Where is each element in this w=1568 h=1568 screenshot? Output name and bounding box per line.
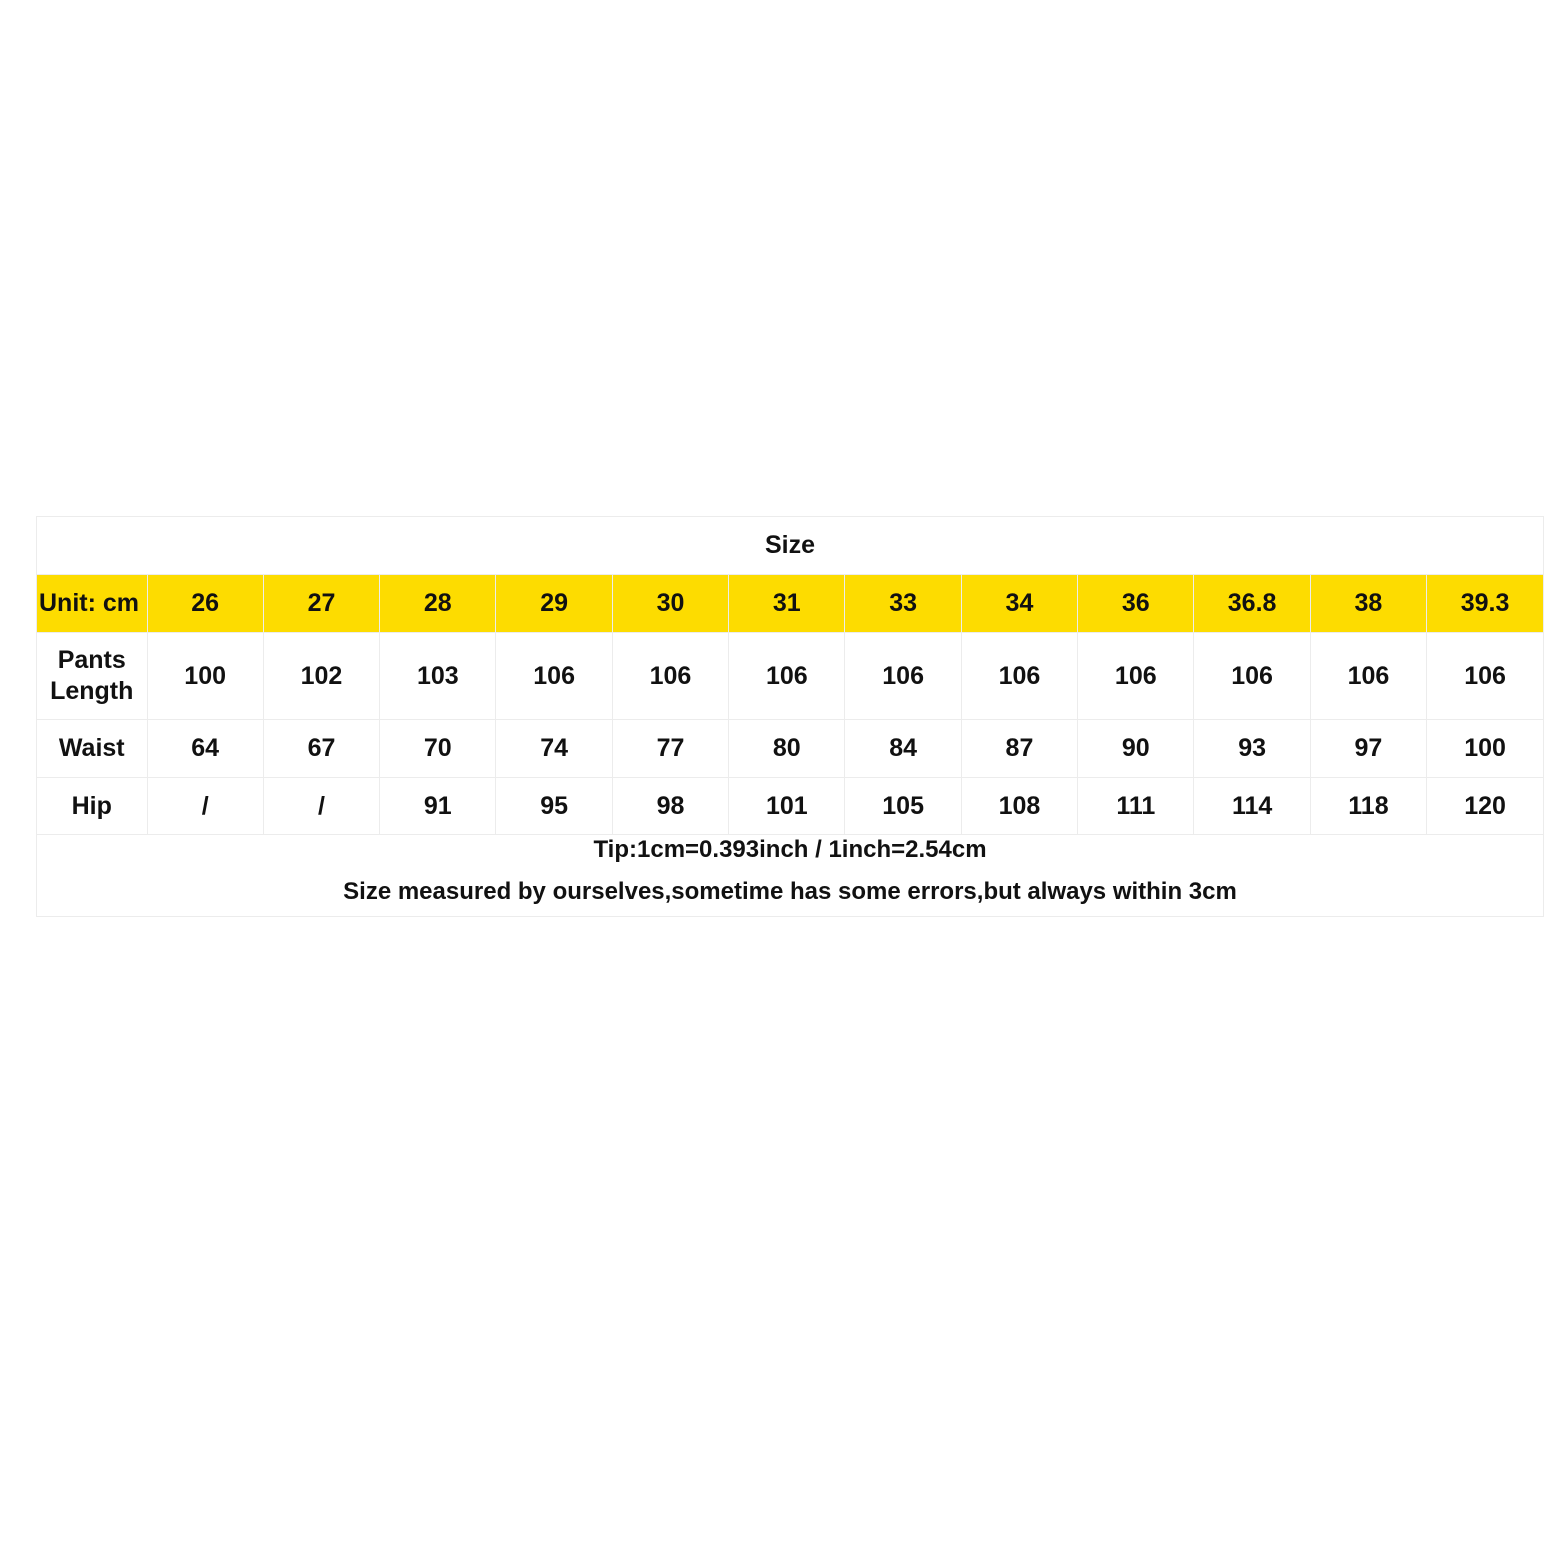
size-header-cell: 33 xyxy=(845,575,961,633)
size-header-cell: 36.8 xyxy=(1194,575,1310,633)
table-cell: / xyxy=(263,778,379,835)
row-label-waist: Waist xyxy=(37,720,147,778)
table-cell: 100 xyxy=(147,633,263,720)
table-cell: 93 xyxy=(1194,720,1310,778)
unit-label: Unit: cm xyxy=(37,575,147,633)
measurement-note: Size measured by ourselves,sometime has some errors,but always within 3cm xyxy=(343,878,1237,905)
size-header-cell: 39.3 xyxy=(1427,575,1543,633)
table-cell: 90 xyxy=(1078,720,1194,778)
size-header-cell: 38 xyxy=(1310,575,1426,633)
table-cell: 106 xyxy=(1194,633,1310,720)
table-cell: 106 xyxy=(496,633,612,720)
size-header-cell: 34 xyxy=(961,575,1077,633)
table-row-pants-length xyxy=(37,633,1543,720)
size-header-cell: 30 xyxy=(612,575,728,633)
table-cell: 103 xyxy=(380,633,496,720)
table-cell: 95 xyxy=(496,778,612,835)
table-cell: 105 xyxy=(845,778,961,835)
table-cell: 106 xyxy=(1078,633,1194,720)
title-row xyxy=(37,517,1543,575)
size-chart xyxy=(36,516,1544,917)
table-cell: 106 xyxy=(961,633,1077,720)
table-cell: 120 xyxy=(1427,778,1543,835)
table-cell: 74 xyxy=(496,720,612,778)
table-cell: 118 xyxy=(1310,778,1426,835)
size-header-cell: 36 xyxy=(1078,575,1194,633)
table-cell: 106 xyxy=(612,633,728,720)
row-label-pants-length xyxy=(37,633,147,720)
table-cell: 101 xyxy=(729,778,845,835)
table-cell: 100 xyxy=(1427,720,1543,778)
table-cell: 106 xyxy=(729,633,845,720)
size-header-cell: 27 xyxy=(263,575,379,633)
conversion-tip: Tip:1cm=0.393inch / 1inch=2.54cm xyxy=(593,836,987,863)
table-cell: 114 xyxy=(1194,778,1310,835)
table-row-hip xyxy=(37,778,1543,835)
table-cell: 80 xyxy=(729,720,845,778)
table-cell: 98 xyxy=(612,778,728,835)
chart-title: Size xyxy=(37,517,1543,575)
footnotes xyxy=(37,835,1543,919)
row-label-line: Length xyxy=(50,677,134,705)
table-cell: 84 xyxy=(845,720,961,778)
table-cell: 102 xyxy=(263,633,379,720)
table-cell: 91 xyxy=(380,778,496,835)
table-cell: 106 xyxy=(1310,633,1426,720)
table-cell: 111 xyxy=(1078,778,1194,835)
table-cell: 67 xyxy=(263,720,379,778)
table-cell: 106 xyxy=(845,633,961,720)
table-cell: 108 xyxy=(961,778,1077,835)
size-header-cell: 28 xyxy=(380,575,496,633)
table-cell: 97 xyxy=(1310,720,1426,778)
size-header-cell: 29 xyxy=(496,575,612,633)
row-label-hip: Hip xyxy=(37,778,147,835)
size-header-cell: 26 xyxy=(147,575,263,633)
table-cell: / xyxy=(147,778,263,835)
size-header-row xyxy=(37,575,1543,633)
table-cell: 87 xyxy=(961,720,1077,778)
table-cell: 70 xyxy=(380,720,496,778)
table-cell: 106 xyxy=(1427,633,1543,720)
row-label-line: Pants xyxy=(57,646,126,674)
table-cell: 64 xyxy=(147,720,263,778)
table-cell: 77 xyxy=(612,720,728,778)
size-header-cell: 31 xyxy=(729,575,845,633)
size-table xyxy=(37,517,1543,835)
table-row-waist xyxy=(37,720,1543,778)
